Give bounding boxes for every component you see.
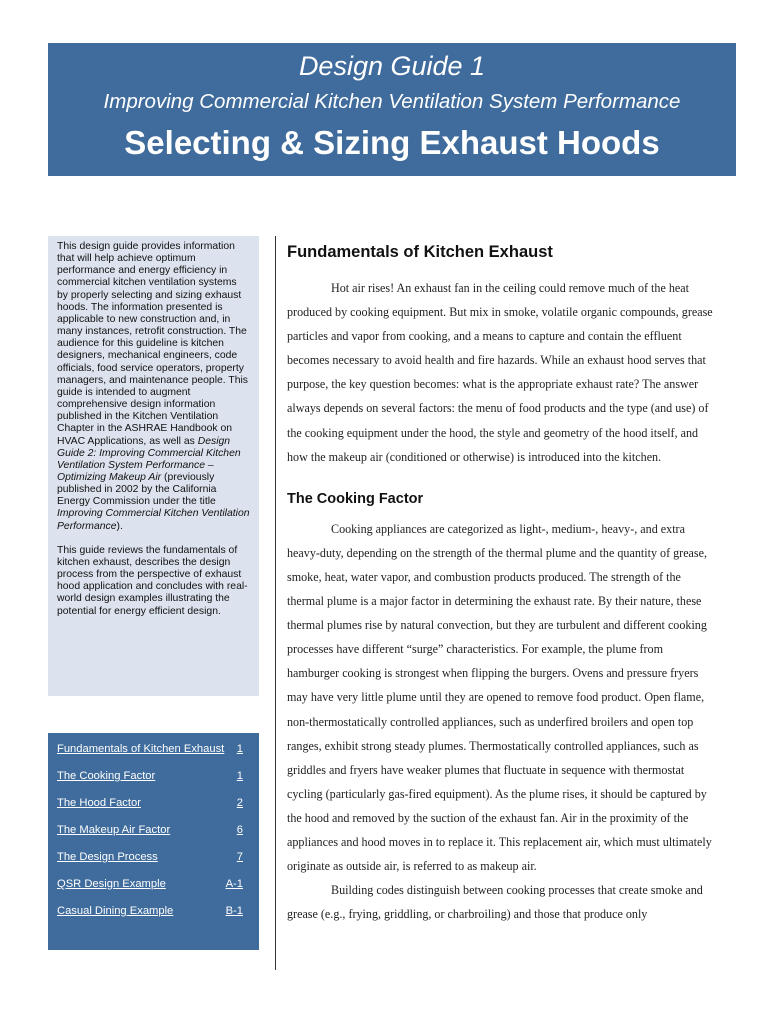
toc-item[interactable]: QSR Design Example A-1 xyxy=(57,878,243,890)
intro-sidebar xyxy=(48,236,259,696)
table-of-contents xyxy=(48,733,259,950)
title-banner xyxy=(48,43,736,176)
page-title: Selecting & Sizing Exhaust Hoods xyxy=(124,124,660,161)
intro-paragraph: This design guide provides information that will help achieve optimum performance and energy efficiency in commercial kitchen ventilation systems by properly selecting and sizing exhaust hoods. The information presented is applicable to new construction and, in many instances, retrofit construction. The audience for this guideline is kitchen designers, mechanical engineers, code officials, food service operators, property managers, and maintenance people. This guide is intended to augment comprehensive design information published in the Kitchen Ventilation Chapter in the ASHRAE Handbook on HVAC Applications, as well as Design Guide 2: Improving Commercial Kitchen Ventilation System Performance – Optimizing Makeup Air (previously published in 2002 by the California Energy Commission under the title Improving Commercial Kitchen Ventilation Performance). xyxy=(57,241,250,532)
section-heading-fundamentals: Fundamentals of Kitchen Exhaust xyxy=(287,243,553,261)
main-column xyxy=(287,243,717,926)
body-paragraph: Hot air rises! An exhaust fan in the ceiling could remove much of the heat produced by cooking equipment. But mix in smoke, volatile organic compounds, grease particles and vapor from cooking, and a means to capture and contain the effluent becomes necessary to avoid health and fire hazards. While an exhaust hood serves that purpose, the key question becomes: what is the appropriate exhaust rate? The answer always depends on several factors: the menu of food products and the type (and use) of the cooking equipment under the hood, the style and geometry of the hood itself, and how the makeup air (conditioned or otherwise) is introduced into the kitchen. xyxy=(287,281,713,464)
body-paragraph: Cooking appliances are categorized as light-, medium-, heavy-, and extra heavy-duty, depending on the strength of the thermal plume and the quantity of grease, smoke, heat, water vapor, and combustion products produced. The strength of the thermal plume is a major factor in determining the exhaust rate. By their nature, these thermal plumes rise by natural convection, but they are turbulent and different cooking processes have different “surge” characteristics. For example, the plume from hamburger cooking is strongest when flipping the burgers. Ovens and pressure fryers may have very little plume until they are opened to remove food product. Open flame, non-thermostatically controlled appliances, such as underfired broilers and open top ranges, exhibit strong steady plumes. Thermostatically controlled appliances, such as griddles and fryers have weaker plumes that fluctuate in sequence with thermostat cycling (particularly gas-fired equipment). As the plume rises, it should be captured by the hood and removed by the suction of the exhaust fan. Air in the proximity of the appliances and hood moves in to replace it. This replacement air, which must ultimately originate as outside air, is referred to as makeup air. xyxy=(287,521,712,874)
column-divider xyxy=(275,236,276,970)
toc-item[interactable]: Fundamentals of Kitchen Exhaust 1 xyxy=(57,743,243,755)
guide-number: Design Guide 1 xyxy=(298,51,486,81)
toc-item[interactable]: Casual Dining Example B-1 xyxy=(57,905,243,917)
intro-paragraph-2: This guide reviews the fundamentals of kitchen exhaust, describes the design process from the perspective of exhaust hood application and concludes with real-world design examples illustrating the potential for energy efficient design. xyxy=(57,544,248,617)
toc-item[interactable]: The Design Process 7 xyxy=(57,851,243,863)
body-paragraph: Building codes distinguish between cooking processes that create smoke and grease (e.g., frying, griddling, or charbroiling) and those that produce only xyxy=(287,883,703,922)
toc-item[interactable]: The Makeup Air Factor 6 xyxy=(57,824,243,836)
guide-subtitle: Improving Commercial Kitchen Ventilation System Performance xyxy=(103,90,681,113)
toc-item[interactable]: The Cooking Factor 1 xyxy=(57,770,243,782)
toc-item[interactable]: The Hood Factor 2 xyxy=(57,797,243,809)
section-heading-cooking-factor: The Cooking Factor xyxy=(287,490,424,507)
